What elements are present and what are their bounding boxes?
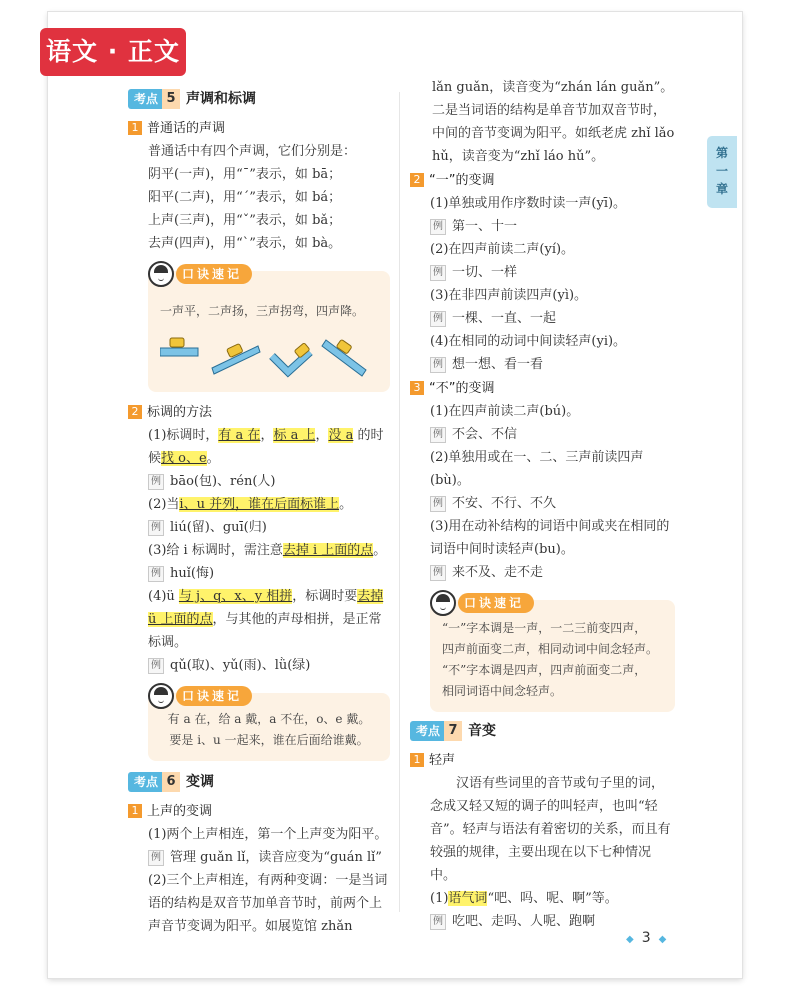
subsection-number: 2: [128, 405, 142, 419]
mnemonic-line: “不”字本调是四声，四声前面变二声，: [442, 663, 647, 677]
subsection-title: “一”的变调: [429, 172, 495, 188]
paragraph: 阴平(一声)，用“ˉ”表示，如 bā；: [148, 167, 342, 182]
subsection-title: 普通话的声调: [147, 120, 226, 136]
example-tag: 例: [430, 219, 446, 235]
kaodian-7-heading: [410, 720, 675, 742]
highlight-span: 找 o、e: [161, 451, 207, 466]
example-tag: 例: [430, 427, 446, 443]
example-text: huǐ(悔): [170, 566, 215, 581]
page-number-text: 3: [641, 930, 651, 946]
mnemonic-label: 口诀速记: [458, 593, 534, 613]
mnemonic-label: 口诀速记: [176, 686, 252, 706]
mnemonic-header: [148, 261, 252, 287]
example-text: 一切、一样: [452, 265, 518, 280]
text-span: (1)标调时，: [148, 428, 219, 443]
highlight-span: 去掉 i 上面的点: [282, 543, 374, 558]
subsection-number: 2: [410, 173, 424, 187]
paragraph: (2)单独用或在一、二、三声前读四声(bù)。: [430, 450, 644, 488]
paragraph: (1)单独或用作序数时读一声(yī)。: [430, 196, 627, 211]
example-tag: 例: [430, 357, 446, 373]
subsection-heading: [410, 168, 675, 192]
left-column: [128, 84, 390, 938]
highlight-span: 与 j、q、x、y 相拼: [178, 589, 293, 604]
paragraph: (2)三个上声相连，有两种变调：一是当词语的结构是双音节加单音节时，前两个上声音节变调为阳平。如展览馆 zhǎn: [148, 873, 388, 934]
example-tag: 例: [148, 520, 164, 536]
subsection-heading: [128, 116, 390, 140]
example-text: 管理 guǎn lǐ，读音应变为“guán lǐ”: [170, 850, 382, 865]
paragraph: (3)用在动补结构的词语中间或夹在相同的词语中间时读轻声(bu)。: [430, 519, 670, 557]
text-span: “吧、吗、呢、啊”等。: [487, 891, 618, 906]
tone3-track-icon: [272, 343, 310, 372]
subsection-title: 标调的方法: [147, 404, 213, 420]
example-line: [128, 846, 390, 869]
diamond-icon: ◆: [626, 934, 634, 945]
subsection-number: 1: [128, 121, 142, 135]
example-text: 不会、不信: [452, 427, 518, 442]
text-span: (3)给 i 标调时，需注意: [148, 543, 283, 558]
mnemonic-header: [148, 683, 252, 709]
paragraph: 阳平(二声)，用“ˊ”表示，如 bá；: [148, 190, 342, 205]
example-tag: 例: [430, 311, 446, 327]
example-tag: 例: [148, 474, 164, 490]
paragraph: (3)在非四声前读四声(yì)。: [430, 288, 588, 303]
chapter-tab-char: 第: [715, 146, 728, 160]
tone2-track-icon: [212, 344, 260, 374]
text-span: 。: [206, 451, 220, 466]
text-span: 。: [373, 543, 387, 558]
mnemonic-line: “一”字本调是一声，一二三前变四声，: [442, 621, 647, 635]
mnemonic-line: 有 a 在，给 a 戴，a 不在，o、e 戴。: [167, 712, 371, 726]
paragraph: [410, 887, 675, 910]
paragraph: (1)在四声前读二声(bú)。: [430, 404, 580, 419]
example-tag: 例: [148, 850, 164, 866]
kaodian-number: 6: [162, 772, 180, 792]
text-span: 的时候: [148, 428, 384, 466]
text-span: (1): [430, 891, 449, 906]
kaodian-5-heading: [128, 88, 390, 110]
kaodian-title: 变调: [186, 773, 215, 790]
example-tag: 例: [430, 565, 446, 581]
kaodian-tag: 考点: [410, 721, 444, 741]
text-span: (4)ü: [148, 589, 179, 604]
paragraph: [128, 493, 390, 516]
chapter-tab-char: 一: [715, 164, 728, 178]
paragraph: [128, 539, 390, 562]
example-line: [410, 215, 675, 238]
page-number: [618, 930, 674, 946]
kaodian-number: 7: [444, 721, 462, 741]
mnemonic-box: [148, 267, 390, 392]
example-tag: 例: [430, 265, 446, 281]
text-span: ，标调时要: [292, 589, 358, 604]
boy-icon: [148, 261, 174, 287]
highlight-span: i、u 并列，谁在后面标谁上: [179, 497, 340, 512]
example-text: 来不及、走不走: [452, 565, 544, 580]
chapter-tab[interactable]: [707, 136, 737, 208]
example-line: [410, 353, 675, 376]
example-text: 吃吧、走吗、人呢、跑啊: [452, 914, 596, 929]
highlight-span: 有 a 在: [218, 428, 261, 443]
highlight-span: 没 a: [328, 428, 354, 443]
example-line: [410, 307, 675, 330]
text-span: ，: [260, 428, 274, 443]
example-line: [410, 423, 675, 446]
subsection-title: 轻声: [429, 752, 456, 768]
mnemonic-box: [430, 596, 675, 712]
example-text: liú(留)、guī(归): [170, 520, 267, 535]
paragraph: (1)两个上声相连，第一个上声变为阳平。: [148, 827, 388, 842]
example-text: bāo(包)、rén(人): [170, 474, 276, 489]
mnemonic-label: 口诀速记: [176, 264, 252, 284]
example-text: 想一想、看一看: [452, 357, 544, 372]
column-divider: [399, 92, 400, 912]
example-tag: 例: [148, 566, 164, 582]
example-line: [128, 516, 390, 539]
example-line: [410, 561, 675, 584]
diamond-icon: ◆: [658, 934, 667, 945]
paragraph: lǎn guǎn，读音变为“zhán lán guǎn”。二是当词语的结构是单音节加双音节时，中间的音节变调为阳平。如纸老虎 zhǐ lǎo hǔ，读音变为“zhǐ láo hǔ”。: [432, 80, 675, 164]
example-tag: 例: [430, 914, 446, 930]
example-line: [410, 261, 675, 284]
paragraph: (4)在相同的动词中间读轻声(yi)。: [430, 334, 627, 349]
example-text: qǔ(取)、yǔ(雨)、lǜ(绿): [170, 658, 311, 673]
subsection-number: 1: [128, 804, 142, 818]
example-tag: 例: [148, 658, 164, 674]
example-line: [128, 654, 390, 677]
mnemonic-header: [430, 590, 534, 616]
paragraph: 普通话中有四个声调，它们分别是：: [148, 144, 357, 159]
subsection-number: 3: [410, 381, 424, 395]
kaodian-number: 5: [162, 89, 180, 109]
mnemonic-line: 要是 i、u 一起来，谁在后面给谁戴。: [169, 733, 369, 747]
example-tag: 例: [430, 496, 446, 512]
subsection-heading: [128, 799, 390, 823]
example-line: [128, 470, 390, 493]
subsection-heading: [410, 748, 675, 772]
paragraph: 去声(四声)，用“ˋ”表示，如 bà。: [148, 236, 342, 251]
paragraph: [128, 585, 390, 654]
text-span: ，: [315, 428, 329, 443]
chapter-tab-char: 章: [715, 182, 728, 196]
highlight-span: 语气词: [448, 891, 488, 906]
paragraph: 汉语有些词里的音节或句子里的词，念成又轻又短的调子的叫轻声，也叫“轻音”。轻声与语法有着密切的关系，而且有较强的规律，主要出现在以下七种情况中。: [430, 776, 671, 883]
text-span: (2)当: [148, 497, 180, 512]
kaodian-6-heading: [128, 771, 390, 793]
tone1-track-icon: [160, 338, 198, 356]
example-text: 不安、不行、不久: [452, 496, 557, 511]
paragraph: [128, 424, 390, 470]
example-text: 一棵、一直、一起: [452, 311, 557, 326]
right-column: [410, 76, 675, 933]
kaodian-tag: 考点: [128, 772, 162, 792]
highlight-span: 去掉 ü 上面的点: [148, 589, 384, 627]
kaodian-title: 声调和标调: [186, 90, 257, 107]
mnemonic-box: [148, 689, 390, 761]
text-span: ，与其他的声母相拼，是正常标调。: [148, 612, 382, 650]
tone4-track-icon: [322, 339, 366, 376]
example-text: 第一、十一: [452, 219, 518, 234]
mnemonic-line: 相同词语中间念轻声。: [442, 684, 563, 698]
paragraph: 上声(三声)，用“ˇ”表示，如 bǎ；: [148, 213, 342, 228]
kaodian-title: 音变: [468, 722, 497, 739]
boy-icon: [148, 683, 174, 709]
subsection-number: 1: [410, 753, 424, 767]
example-line: [410, 492, 675, 515]
highlight-span: 标 a 上: [273, 428, 316, 443]
mnemonic-line: 四声前面变二声，相同动词中间念轻声。: [442, 642, 659, 656]
subsection-title: “不”的变调: [429, 380, 495, 396]
boy-icon: [430, 590, 456, 616]
section-banner: 语文 · 正文: [40, 28, 186, 76]
subsection-heading: [410, 376, 675, 400]
subsection-heading: [128, 400, 390, 424]
text-span: 。: [339, 497, 353, 512]
kaodian-tag: 考点: [128, 89, 162, 109]
paragraph: (2)在四声前读二声(yí)。: [430, 242, 575, 257]
example-line: [128, 562, 390, 585]
subsection-title: 上声的变调: [147, 803, 213, 819]
mnemonic-text: 一声平，二声扬，三声拐弯，四声降。: [160, 304, 365, 318]
tone-illustration: [160, 326, 370, 382]
